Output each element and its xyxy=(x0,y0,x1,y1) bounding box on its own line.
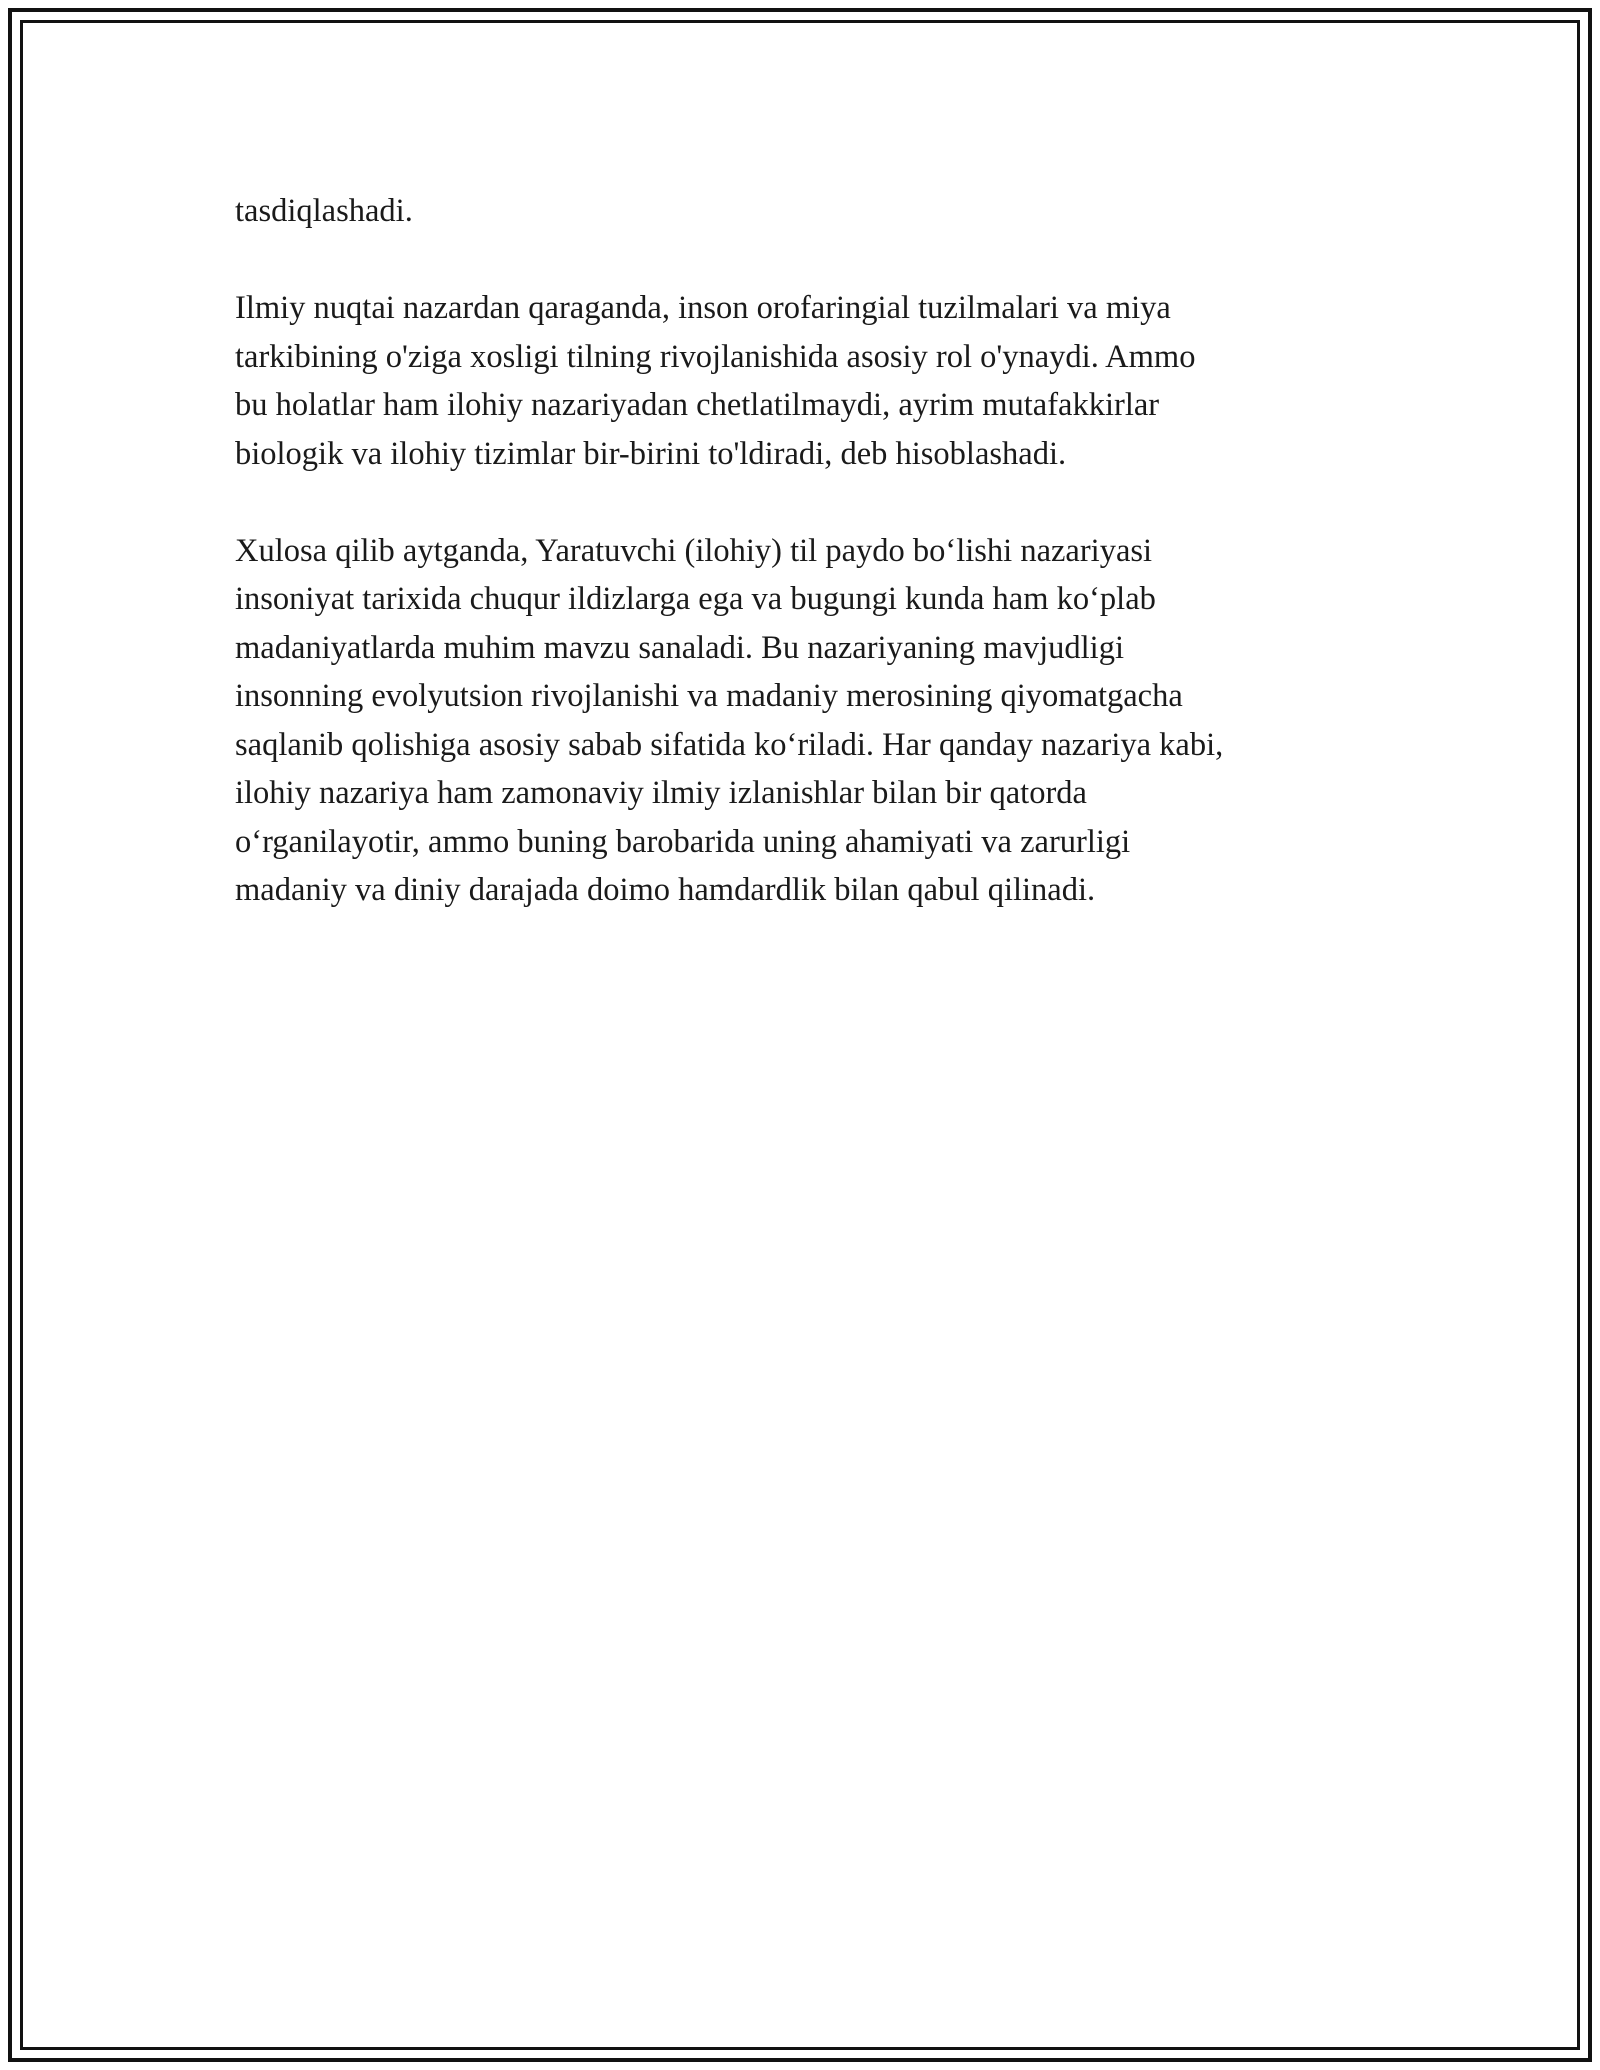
text-line: insoniyat tarixida chuqur ildizlarga ega va bugungi kunda ham ko‘plab xyxy=(235,581,1156,617)
text-line: o‘rganilayotir, ammo buning barobarida uning ahamiyati va zarurligi xyxy=(235,823,1131,860)
text-line: biologik va ilohiy tizimlar bir-birini to'ldiradi, deb hisoblashadi. xyxy=(235,435,1067,472)
text-line: Xulosa qilib aytganda, Yaratuvchi (ilohiy) til paydo bo‘lishi nazariyasi xyxy=(235,532,1153,569)
document-body xyxy=(235,187,1365,963)
text-line: tarkibining o'ziga xosligi tilning rivojlanishida asosiy rol o'ynaydi. Ammo xyxy=(235,338,1196,375)
text-line: insonning evolyutsion rivojlanishi va madaniy merosining qiyomatgacha xyxy=(235,678,1183,714)
text-line: madaniyatlarda muhim mavzu sanaladi. Bu nazariyaning mavjudligi xyxy=(235,629,1124,666)
paragraph-continuation xyxy=(235,187,1365,236)
text-line: saqlanib qolishiga asosiy sabab sifatida ko‘riladi. Har qanday nazariya kabi, xyxy=(235,726,1224,763)
text-line: ilohiy nazariya ham zamonaviy ilmiy izlanishlar bilan bir qatorda xyxy=(235,775,1087,811)
text-line: Ilmiy nuqtai nazardan qaraganda, inson orofaringial tuzilmalari va miya xyxy=(235,290,1171,326)
paragraph-conclusion xyxy=(235,527,1365,915)
text-line: madaniy va diniy darajada doimo hamdardlik bilan qabul qilinadi. xyxy=(235,872,1096,908)
text-line: tasdiqlashadi. xyxy=(235,193,413,229)
paragraph-scientific-view xyxy=(235,284,1365,478)
text-line: bu holatlar ham ilohiy nazariyadan chetlatilmaydi, ayrim mutafakkirlar xyxy=(235,387,1160,423)
